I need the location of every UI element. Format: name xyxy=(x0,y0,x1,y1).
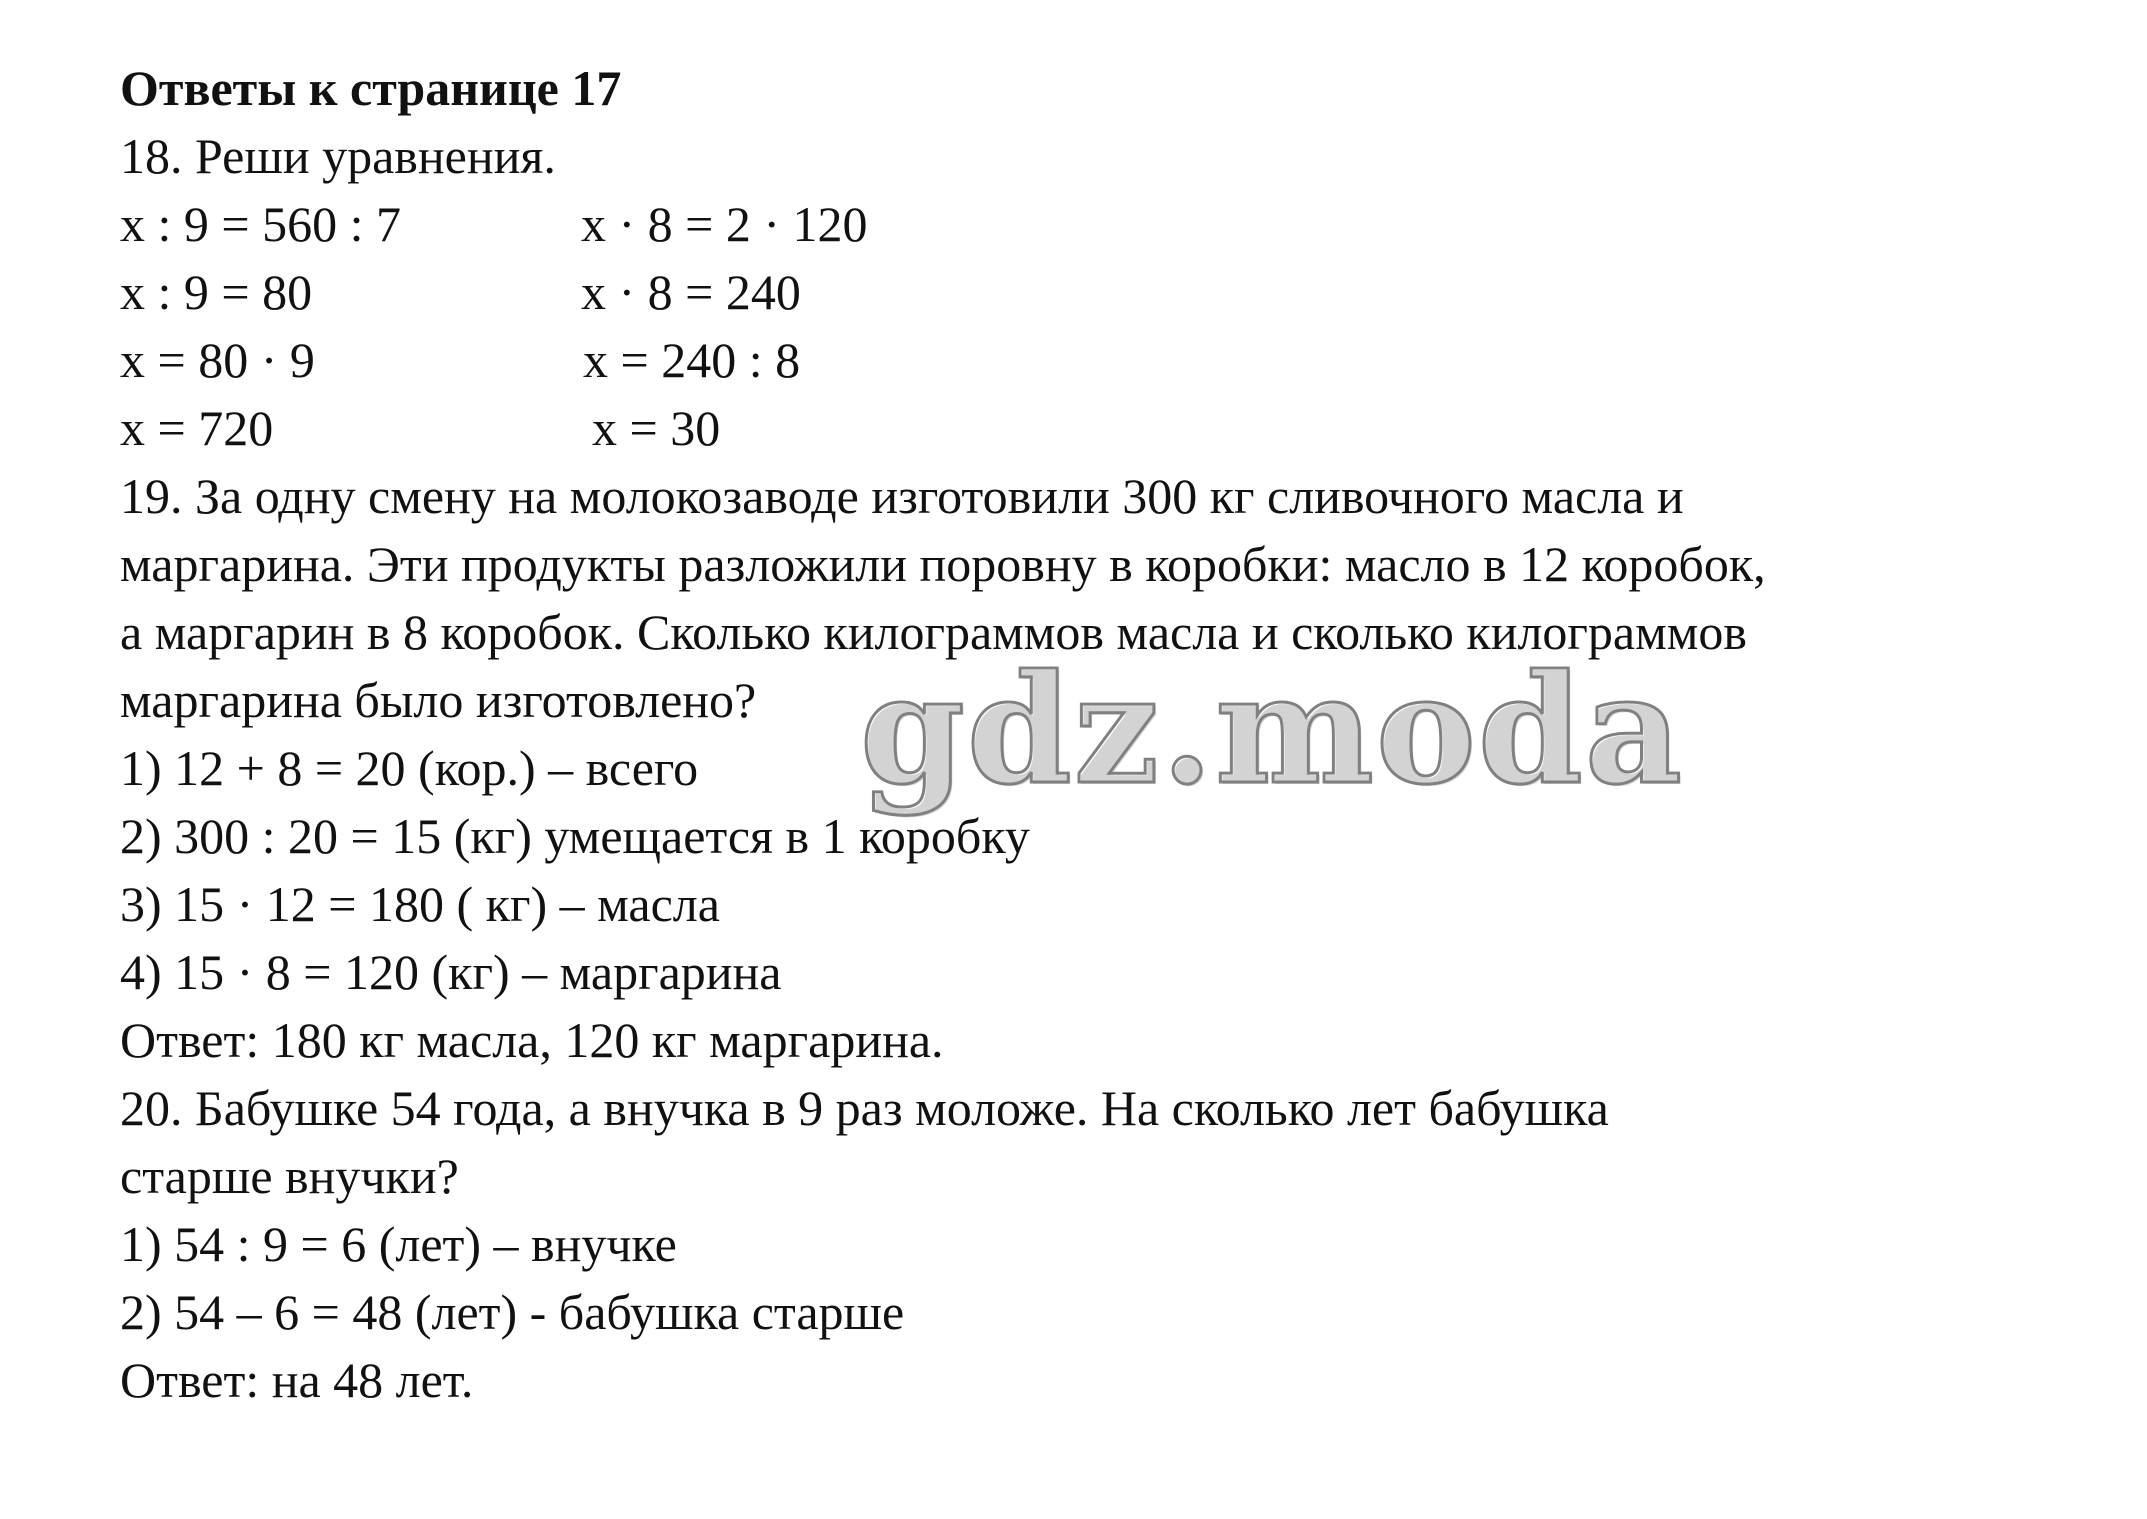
task18-right-eq: x · 8 = 2 · 120 xyxy=(581,196,868,252)
task19-problem-line: а маргарин в 8 коробок. Сколько килограммов масла и сколько килограммов xyxy=(120,604,1748,660)
task18-left-eq: x = 720 xyxy=(120,400,274,456)
task19-problem-line: 19. За одну смену на молокозаводе изготовили 300 кг сливочного масла и xyxy=(120,468,1684,524)
task19-step: 4) 15 · 8 = 120 (кг) – маргарина xyxy=(120,944,782,1000)
task18-right-eq: x = 240 : 8 xyxy=(583,332,801,388)
task18-heading: 18. Реши уравнения. xyxy=(120,128,556,184)
task20-answer: Ответ: на 48 лет. xyxy=(120,1352,474,1408)
task20-step: 2) 54 – 6 = 48 (лет) - бабушка старше xyxy=(120,1284,905,1340)
task18-left-eq: x = 80 · 9 xyxy=(120,332,315,388)
task20-problem-line: 20. Бабушке 54 года, а внучка в 9 раз моложе. На сколько лет бабушка xyxy=(120,1080,1609,1136)
task18-right-eq: x = 30 xyxy=(592,400,721,456)
task19-step: 3) 15 · 12 = 180 ( кг) – масла xyxy=(120,876,720,932)
task19-problem-line: маргарина. Эти продукты разложили поровну в коробки: масло в 12 коробок, xyxy=(120,536,1766,592)
task19-problem-line: маргарина было изготовлено? xyxy=(120,672,757,728)
task18-left-eq: x : 9 = 560 : 7 xyxy=(120,196,401,252)
task19-step: 1) 12 + 8 = 20 (кор.) – всего xyxy=(120,740,699,796)
watermark: gdz.moda xyxy=(860,642,1685,818)
task20-problem-line: старше внучки? xyxy=(120,1148,459,1204)
task18-left-eq: x : 9 = 80 xyxy=(120,264,313,320)
task20-step: 1) 54 : 9 = 6 (лет) – внучке xyxy=(120,1216,677,1272)
task19-step: 2) 300 : 20 = 15 (кг) умещается в 1 коробку xyxy=(120,808,1030,864)
task19-answer: Ответ: 180 кг масла, 120 кг маргарина. xyxy=(120,1012,944,1068)
task18-right-eq: x · 8 = 240 xyxy=(581,264,801,320)
page-title: Ответы к странице 17 xyxy=(120,60,622,116)
